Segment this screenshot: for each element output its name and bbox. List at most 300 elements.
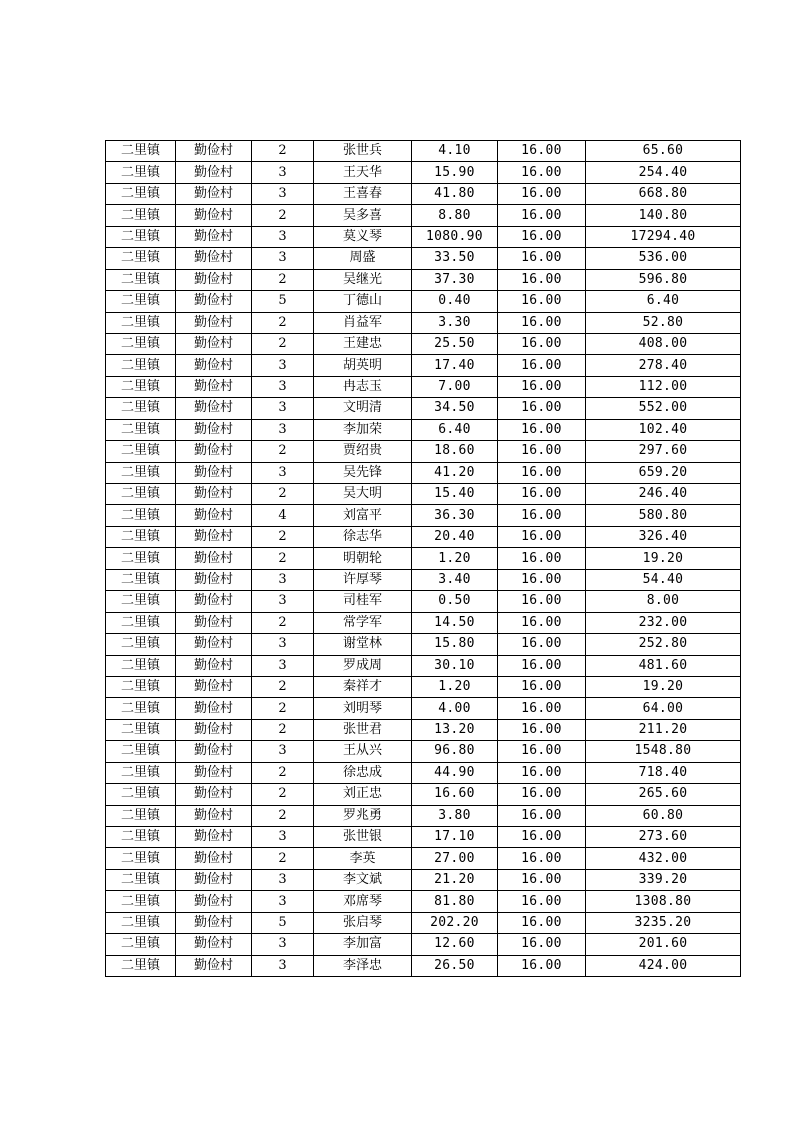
name-cell: 吴先锋: [314, 462, 412, 483]
village-cell: 勤俭村: [176, 784, 252, 805]
name-cell: 李英: [314, 848, 412, 869]
group-cell: 2: [252, 484, 314, 505]
amount-cell: 424.00: [586, 955, 741, 976]
area-cell: 1080.90: [412, 226, 498, 247]
town-cell: 二里镇: [106, 484, 176, 505]
amount-cell: 536.00: [586, 248, 741, 269]
group-cell: 2: [252, 784, 314, 805]
table-row: [106, 333, 741, 354]
amount-cell: 552.00: [586, 398, 741, 419]
village-cell: 勤俭村: [176, 869, 252, 890]
area-cell: 41.80: [412, 183, 498, 204]
village-cell: 勤俭村: [176, 269, 252, 290]
amount-cell: 254.40: [586, 162, 741, 183]
area-cell: 34.50: [412, 398, 498, 419]
table-row: [106, 848, 741, 869]
town-cell: 二里镇: [106, 226, 176, 247]
town-cell: 二里镇: [106, 355, 176, 376]
name-cell: 吴继光: [314, 269, 412, 290]
table-row: [106, 805, 741, 826]
group-cell: 3: [252, 934, 314, 955]
table-row: [106, 955, 741, 976]
village-cell: 勤俭村: [176, 912, 252, 933]
amount-cell: 52.80: [586, 312, 741, 333]
group-cell: 3: [252, 869, 314, 890]
table-row: [106, 355, 741, 376]
name-cell: 王从兴: [314, 741, 412, 762]
area-cell: 25.50: [412, 333, 498, 354]
amount-cell: 8.00: [586, 591, 741, 612]
town-cell: 二里镇: [106, 333, 176, 354]
group-cell: 3: [252, 741, 314, 762]
village-cell: 勤俭村: [176, 355, 252, 376]
area-cell: 37.30: [412, 269, 498, 290]
amount-cell: 326.40: [586, 526, 741, 547]
name-cell: 张世银: [314, 827, 412, 848]
table-row: [106, 419, 741, 440]
subsidy-table: [105, 140, 741, 977]
town-cell: 二里镇: [106, 848, 176, 869]
name-cell: 肖益军: [314, 312, 412, 333]
table-row: [106, 484, 741, 505]
amount-cell: 252.80: [586, 634, 741, 655]
area-cell: 3.30: [412, 312, 498, 333]
name-cell: 刘富平: [314, 505, 412, 526]
rate-cell: 16.00: [498, 526, 586, 547]
town-cell: 二里镇: [106, 398, 176, 419]
village-cell: 勤俭村: [176, 741, 252, 762]
area-cell: 18.60: [412, 441, 498, 462]
table-row: [106, 676, 741, 697]
name-cell: 司桂军: [314, 591, 412, 612]
town-cell: 二里镇: [106, 912, 176, 933]
group-cell: 3: [252, 955, 314, 976]
village-cell: 勤俭村: [176, 591, 252, 612]
name-cell: 张世兵: [314, 141, 412, 162]
rate-cell: 16.00: [498, 205, 586, 226]
village-cell: 勤俭村: [176, 441, 252, 462]
village-cell: 勤俭村: [176, 291, 252, 312]
village-cell: 勤俭村: [176, 141, 252, 162]
group-cell: 4: [252, 505, 314, 526]
rate-cell: 16.00: [498, 333, 586, 354]
rate-cell: 16.00: [498, 634, 586, 655]
town-cell: 二里镇: [106, 955, 176, 976]
village-cell: 勤俭村: [176, 526, 252, 547]
town-cell: 二里镇: [106, 741, 176, 762]
town-cell: 二里镇: [106, 548, 176, 569]
rate-cell: 16.00: [498, 891, 586, 912]
table-row: [106, 784, 741, 805]
name-cell: 文明清: [314, 398, 412, 419]
table-row: [106, 569, 741, 590]
group-cell: 3: [252, 462, 314, 483]
town-cell: 二里镇: [106, 805, 176, 826]
group-cell: 3: [252, 634, 314, 655]
table-row: [106, 248, 741, 269]
rate-cell: 16.00: [498, 784, 586, 805]
amount-cell: 265.60: [586, 784, 741, 805]
town-cell: 二里镇: [106, 141, 176, 162]
group-cell: 3: [252, 162, 314, 183]
area-cell: 0.40: [412, 291, 498, 312]
village-cell: 勤俭村: [176, 698, 252, 719]
group-cell: 2: [252, 612, 314, 633]
area-cell: 4.00: [412, 698, 498, 719]
village-cell: 勤俭村: [176, 634, 252, 655]
group-cell: 2: [252, 205, 314, 226]
village-cell: 勤俭村: [176, 312, 252, 333]
town-cell: 二里镇: [106, 162, 176, 183]
area-cell: 3.40: [412, 569, 498, 590]
town-cell: 二里镇: [106, 762, 176, 783]
table-row: [106, 312, 741, 333]
group-cell: 3: [252, 655, 314, 676]
name-cell: 许厚琴: [314, 569, 412, 590]
area-cell: 26.50: [412, 955, 498, 976]
area-cell: 16.60: [412, 784, 498, 805]
name-cell: 邓席琴: [314, 891, 412, 912]
town-cell: 二里镇: [106, 505, 176, 526]
amount-cell: 65.60: [586, 141, 741, 162]
table-row: [106, 398, 741, 419]
town-cell: 二里镇: [106, 376, 176, 397]
amount-cell: 273.60: [586, 827, 741, 848]
table-row: [106, 934, 741, 955]
amount-cell: 668.80: [586, 183, 741, 204]
amount-cell: 102.40: [586, 419, 741, 440]
rate-cell: 16.00: [498, 484, 586, 505]
group-cell: 3: [252, 355, 314, 376]
amount-cell: 140.80: [586, 205, 741, 226]
rate-cell: 16.00: [498, 741, 586, 762]
amount-cell: 1548.80: [586, 741, 741, 762]
village-cell: 勤俭村: [176, 398, 252, 419]
town-cell: 二里镇: [106, 269, 176, 290]
area-cell: 8.80: [412, 205, 498, 226]
rate-cell: 16.00: [498, 441, 586, 462]
group-cell: 2: [252, 762, 314, 783]
town-cell: 二里镇: [106, 869, 176, 890]
name-cell: 李加荣: [314, 419, 412, 440]
village-cell: 勤俭村: [176, 419, 252, 440]
group-cell: 3: [252, 248, 314, 269]
group-cell: 2: [252, 805, 314, 826]
town-cell: 二里镇: [106, 891, 176, 912]
rate-cell: 16.00: [498, 376, 586, 397]
name-cell: 徐志华: [314, 526, 412, 547]
amount-cell: 580.80: [586, 505, 741, 526]
name-cell: 刘正忠: [314, 784, 412, 805]
town-cell: 二里镇: [106, 462, 176, 483]
amount-cell: 481.60: [586, 655, 741, 676]
town-cell: 二里镇: [106, 827, 176, 848]
area-cell: 13.20: [412, 719, 498, 740]
table-row: [106, 891, 741, 912]
rate-cell: 16.00: [498, 398, 586, 419]
rate-cell: 16.00: [498, 569, 586, 590]
rate-cell: 16.00: [498, 827, 586, 848]
village-cell: 勤俭村: [176, 827, 252, 848]
area-cell: 44.90: [412, 762, 498, 783]
table-row: [106, 612, 741, 633]
group-cell: 3: [252, 569, 314, 590]
name-cell: 明朝轮: [314, 548, 412, 569]
town-cell: 二里镇: [106, 183, 176, 204]
area-cell: 96.80: [412, 741, 498, 762]
table-body: [106, 141, 741, 977]
table-row: [106, 655, 741, 676]
group-cell: 3: [252, 591, 314, 612]
table-row: [106, 912, 741, 933]
group-cell: 3: [252, 827, 314, 848]
village-cell: 勤俭村: [176, 505, 252, 526]
area-cell: 3.80: [412, 805, 498, 826]
name-cell: 王天华: [314, 162, 412, 183]
group-cell: 3: [252, 226, 314, 247]
table-row: [106, 827, 741, 848]
rate-cell: 16.00: [498, 269, 586, 290]
table-row: [106, 719, 741, 740]
amount-cell: 64.00: [586, 698, 741, 719]
area-cell: 17.40: [412, 355, 498, 376]
area-cell: 41.20: [412, 462, 498, 483]
rate-cell: 16.00: [498, 462, 586, 483]
table-row: [106, 226, 741, 247]
name-cell: 秦祥才: [314, 676, 412, 697]
name-cell: 罗成周: [314, 655, 412, 676]
town-cell: 二里镇: [106, 655, 176, 676]
amount-cell: 17294.40: [586, 226, 741, 247]
name-cell: 吴多喜: [314, 205, 412, 226]
name-cell: 李加富: [314, 934, 412, 955]
rate-cell: 16.00: [498, 548, 586, 569]
name-cell: 罗兆勇: [314, 805, 412, 826]
area-cell: 30.10: [412, 655, 498, 676]
area-cell: 17.10: [412, 827, 498, 848]
name-cell: 常学军: [314, 612, 412, 633]
area-cell: 1.20: [412, 676, 498, 697]
name-cell: 王喜春: [314, 183, 412, 204]
village-cell: 勤俭村: [176, 805, 252, 826]
name-cell: 张世君: [314, 719, 412, 740]
area-cell: 15.40: [412, 484, 498, 505]
name-cell: 徐忠成: [314, 762, 412, 783]
group-cell: 3: [252, 398, 314, 419]
name-cell: 吴大明: [314, 484, 412, 505]
table-row: [106, 462, 741, 483]
rate-cell: 16.00: [498, 676, 586, 697]
rate-cell: 16.00: [498, 355, 586, 376]
name-cell: 李文斌: [314, 869, 412, 890]
rate-cell: 16.00: [498, 419, 586, 440]
village-cell: 勤俭村: [176, 762, 252, 783]
village-cell: 勤俭村: [176, 333, 252, 354]
amount-cell: 408.00: [586, 333, 741, 354]
area-cell: 81.80: [412, 891, 498, 912]
name-cell: 刘明琴: [314, 698, 412, 719]
village-cell: 勤俭村: [176, 462, 252, 483]
rate-cell: 16.00: [498, 955, 586, 976]
village-cell: 勤俭村: [176, 655, 252, 676]
town-cell: 二里镇: [106, 591, 176, 612]
village-cell: 勤俭村: [176, 934, 252, 955]
rate-cell: 16.00: [498, 655, 586, 676]
area-cell: 14.50: [412, 612, 498, 633]
name-cell: 莫义琴: [314, 226, 412, 247]
name-cell: 张启琴: [314, 912, 412, 933]
rate-cell: 16.00: [498, 698, 586, 719]
town-cell: 二里镇: [106, 291, 176, 312]
rate-cell: 16.00: [498, 869, 586, 890]
area-cell: 202.20: [412, 912, 498, 933]
amount-cell: 246.40: [586, 484, 741, 505]
name-cell: 谢堂林: [314, 634, 412, 655]
table-row: [106, 505, 741, 526]
town-cell: 二里镇: [106, 698, 176, 719]
table-row: [106, 634, 741, 655]
area-cell: 21.20: [412, 869, 498, 890]
area-cell: 12.60: [412, 934, 498, 955]
group-cell: 2: [252, 441, 314, 462]
town-cell: 二里镇: [106, 934, 176, 955]
area-cell: 7.00: [412, 376, 498, 397]
rate-cell: 16.00: [498, 312, 586, 333]
town-cell: 二里镇: [106, 784, 176, 805]
name-cell: 丁德山: [314, 291, 412, 312]
group-cell: 5: [252, 912, 314, 933]
amount-cell: 339.20: [586, 869, 741, 890]
amount-cell: 211.20: [586, 719, 741, 740]
table-row: [106, 762, 741, 783]
town-cell: 二里镇: [106, 634, 176, 655]
rate-cell: 16.00: [498, 762, 586, 783]
amount-cell: 6.40: [586, 291, 741, 312]
area-cell: 6.40: [412, 419, 498, 440]
name-cell: 李泽忠: [314, 955, 412, 976]
amount-cell: 19.20: [586, 548, 741, 569]
rate-cell: 16.00: [498, 291, 586, 312]
rate-cell: 16.00: [498, 934, 586, 955]
village-cell: 勤俭村: [176, 719, 252, 740]
amount-cell: 232.00: [586, 612, 741, 633]
rate-cell: 16.00: [498, 141, 586, 162]
group-cell: 2: [252, 719, 314, 740]
town-cell: 二里镇: [106, 676, 176, 697]
village-cell: 勤俭村: [176, 955, 252, 976]
table-row: [106, 205, 741, 226]
town-cell: 二里镇: [106, 248, 176, 269]
table-row: [106, 526, 741, 547]
group-cell: 2: [252, 333, 314, 354]
rate-cell: 16.00: [498, 162, 586, 183]
table-row: [106, 441, 741, 462]
table-row: [106, 183, 741, 204]
name-cell: 王建忠: [314, 333, 412, 354]
village-cell: 勤俭村: [176, 569, 252, 590]
area-cell: 20.40: [412, 526, 498, 547]
village-cell: 勤俭村: [176, 376, 252, 397]
amount-cell: 278.40: [586, 355, 741, 376]
town-cell: 二里镇: [106, 612, 176, 633]
amount-cell: 1308.80: [586, 891, 741, 912]
amount-cell: 201.60: [586, 934, 741, 955]
rate-cell: 16.00: [498, 505, 586, 526]
amount-cell: 19.20: [586, 676, 741, 697]
table-row: [106, 162, 741, 183]
village-cell: 勤俭村: [176, 205, 252, 226]
area-cell: 33.50: [412, 248, 498, 269]
rate-cell: 16.00: [498, 612, 586, 633]
village-cell: 勤俭村: [176, 891, 252, 912]
town-cell: 二里镇: [106, 526, 176, 547]
group-cell: 3: [252, 891, 314, 912]
rate-cell: 16.00: [498, 805, 586, 826]
area-cell: 27.00: [412, 848, 498, 869]
rate-cell: 16.00: [498, 912, 586, 933]
village-cell: 勤俭村: [176, 248, 252, 269]
table-row: [106, 869, 741, 890]
town-cell: 二里镇: [106, 419, 176, 440]
group-cell: 2: [252, 312, 314, 333]
amount-cell: 659.20: [586, 462, 741, 483]
table-row: [106, 141, 741, 162]
group-cell: 2: [252, 848, 314, 869]
table-row: [106, 698, 741, 719]
village-cell: 勤俭村: [176, 162, 252, 183]
rate-cell: 16.00: [498, 591, 586, 612]
area-cell: 36.30: [412, 505, 498, 526]
group-cell: 5: [252, 291, 314, 312]
amount-cell: 54.40: [586, 569, 741, 590]
group-cell: 2: [252, 698, 314, 719]
amount-cell: 432.00: [586, 848, 741, 869]
amount-cell: 297.60: [586, 441, 741, 462]
table-row: [106, 741, 741, 762]
table-row: [106, 548, 741, 569]
area-cell: 15.80: [412, 634, 498, 655]
group-cell: 2: [252, 269, 314, 290]
rate-cell: 16.00: [498, 183, 586, 204]
name-cell: 周盛: [314, 248, 412, 269]
group-cell: 2: [252, 526, 314, 547]
group-cell: 3: [252, 419, 314, 440]
group-cell: 3: [252, 376, 314, 397]
village-cell: 勤俭村: [176, 548, 252, 569]
group-cell: 2: [252, 141, 314, 162]
amount-cell: 60.80: [586, 805, 741, 826]
group-cell: 2: [252, 676, 314, 697]
village-cell: 勤俭村: [176, 612, 252, 633]
area-cell: 1.20: [412, 548, 498, 569]
amount-cell: 3235.20: [586, 912, 741, 933]
group-cell: 2: [252, 548, 314, 569]
group-cell: 3: [252, 183, 314, 204]
area-cell: 4.10: [412, 141, 498, 162]
area-cell: 15.90: [412, 162, 498, 183]
name-cell: 冉志玉: [314, 376, 412, 397]
village-cell: 勤俭村: [176, 848, 252, 869]
village-cell: 勤俭村: [176, 183, 252, 204]
amount-cell: 112.00: [586, 376, 741, 397]
name-cell: 贾绍贵: [314, 441, 412, 462]
village-cell: 勤俭村: [176, 226, 252, 247]
rate-cell: 16.00: [498, 848, 586, 869]
name-cell: 胡英明: [314, 355, 412, 376]
table-row: [106, 591, 741, 612]
rate-cell: 16.00: [498, 248, 586, 269]
town-cell: 二里镇: [106, 312, 176, 333]
